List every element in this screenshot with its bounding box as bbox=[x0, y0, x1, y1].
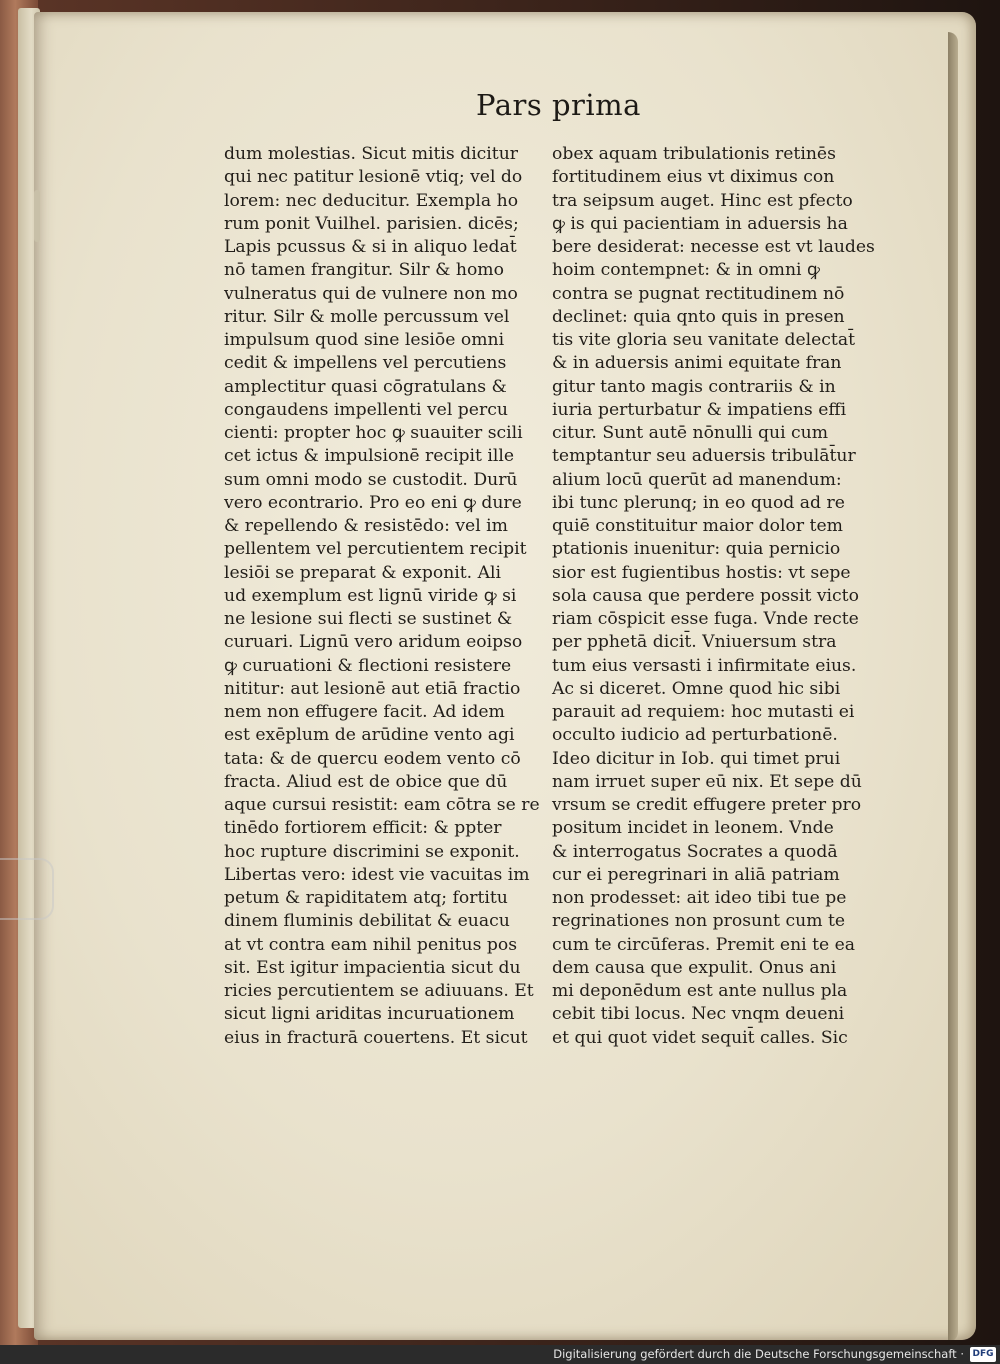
text-line: vrsum se credit effugere preter pro bbox=[552, 795, 862, 815]
text-line: ne lesione sui flecti se sustinet & bbox=[224, 609, 513, 629]
text-line: tra seipsum auget. Hinc est pfecto bbox=[552, 190, 853, 211]
text-line: Lapis pcussus & si in aliquo ledat̄ bbox=[224, 237, 517, 257]
text-line: & in aduersis animi equitate fran bbox=[552, 353, 842, 374]
text-line: & interrogatus Socrates a quodā bbox=[552, 841, 838, 862]
text-line: qui nec patitur lesionē vtiq; vel do bbox=[224, 167, 523, 188]
text-line: Ideo dicitur in Iob. qui timet prui bbox=[552, 748, 841, 769]
text-line: bere desiderat: necesse est vt laudes bbox=[552, 237, 875, 257]
text-line: aque cursui resistit: eam cōtra se re bbox=[224, 795, 540, 815]
text-line: nititur: aut lesionē aut etiā fractio bbox=[224, 678, 521, 699]
text-line: ritur. Silr & molle percussum vel bbox=[224, 306, 510, 327]
text-line: ꝙ curuationi & flectioni resistere bbox=[224, 655, 512, 676]
running-title: Pars prima bbox=[476, 88, 641, 122]
text-line: dem causa que expulit. Onus ani bbox=[552, 957, 837, 978]
text-line: eius in fracturā couertens. Et sicut bbox=[224, 1027, 528, 1048]
text-line: tis vite gloria seu vanitate delectat̄ bbox=[552, 330, 855, 350]
text-line: riam cōspicit esse fuga. Vnde recte bbox=[552, 609, 859, 629]
text-line: vero econtrario. Pro eo eni ꝙ dure bbox=[224, 492, 522, 513]
text-line: regrinationes non prosunt cum te bbox=[552, 911, 846, 932]
text-line: per pphetā dicit̄. Vniuersum stra bbox=[552, 632, 837, 653]
text-line: fortitudinem eius vt diximus con bbox=[552, 167, 835, 188]
text-line: quiē constituitur maior dolor tem bbox=[552, 516, 843, 536]
footer-credit: Digitalisierung gefördert durch die Deutsche Forschungsgemeinschaft · bbox=[553, 1347, 964, 1361]
text-line: sola causa que perdere possit victo bbox=[552, 585, 859, 606]
text-line: ibi tunc plerunq; in eo quod ad re bbox=[552, 492, 845, 513]
text-line: sior est fugientibus hostis: vt sepe bbox=[552, 562, 851, 583]
text-line: curuari. Lignū vero aridum eoipso bbox=[224, 632, 523, 653]
text-line: parauit ad requiem: hoc mutasti ei bbox=[552, 702, 855, 722]
text-line: petum & rapiditatem atq; fortitu bbox=[224, 888, 508, 908]
text-line: tinēdo fortiorem efficit: & ppter bbox=[224, 818, 502, 839]
text-line: tum eius versasti i infirmitate eius. bbox=[552, 655, 857, 676]
text-line: contra se pugnat rectitudinem nō bbox=[552, 283, 845, 304]
text-line: Libertas vero: idest vie vacuitas im bbox=[224, 864, 530, 885]
text-line: nem non effugere facit. Ad idem bbox=[224, 702, 505, 722]
text-line: citur. Sunt autē nōnulli qui cum bbox=[552, 423, 829, 443]
text-line: cur ei peregrinari in aliā patriam bbox=[552, 864, 840, 885]
footer-bar bbox=[0, 1345, 1000, 1364]
text-line: declinet: quia qnto quis in presen bbox=[552, 306, 845, 327]
text-line: cum te circūferas. Premit eni te ea bbox=[552, 934, 856, 955]
text-line: sum omni modo se custodit. Durū bbox=[224, 469, 518, 490]
text-line: positum incidet in leonem. Vnde bbox=[552, 818, 834, 839]
page-fore-edge bbox=[948, 32, 958, 1340]
text-line: lorem: nec deducitur. Exempla ho bbox=[224, 190, 519, 211]
text-line: nō tamen frangitur. Silr & homo bbox=[224, 260, 504, 281]
text-line: fracta. Aliud est de obice que dū bbox=[224, 771, 508, 792]
text-line: hoc rupture discrimini se exponit. bbox=[224, 841, 520, 862]
text-line: nam irruet super eū nix. Et sepe dū bbox=[552, 771, 862, 792]
text-line: cedit & impellens vel percutiens bbox=[224, 353, 507, 374]
text-line: ptationis inuenitur: quia pernicio bbox=[552, 539, 841, 560]
text-line: non prodesset: ait ideo tibi tue pe bbox=[552, 888, 847, 908]
text-line: mi deponēdum est ante nullus pla bbox=[552, 981, 848, 1001]
page-tab-marker bbox=[34, 190, 40, 242]
text-line: temptantur seu aduersis tribulāt̄ur bbox=[552, 446, 856, 467]
text-line: ud exemplum est lignū viride ꝙ si bbox=[224, 585, 517, 606]
text-line: iuria perturbatur & impatiens effi bbox=[552, 399, 847, 420]
text-line: vulneratus qui de vulnere non mo bbox=[224, 283, 518, 304]
text-line: cet ictus & impulsionē recipit ille bbox=[224, 446, 515, 467]
text-column-left bbox=[224, 143, 544, 1050]
text-line: rum ponit Vuilhel. parisien. dicēs; bbox=[224, 213, 519, 234]
text-line: lesiōi se preparat & exponit. Ali bbox=[224, 562, 502, 583]
text-line: hoim contempnet: & in omni ꝙ bbox=[552, 260, 820, 281]
text-line: cienti: propter hoc ꝙ suauiter scili bbox=[224, 423, 523, 443]
text-line: amplectitur quasi cōgratulans & bbox=[224, 376, 507, 397]
scanner-clip bbox=[0, 858, 54, 920]
text-line: at vt contra eam nihil penitus pos bbox=[224, 934, 518, 955]
text-line: cebit tibi locus. Nec vnqm deueni bbox=[552, 1004, 845, 1025]
text-line: obex aquam tribulationis retinēs bbox=[552, 144, 836, 164]
text-line: et qui quot videt sequit̄ calles. Sic bbox=[552, 1027, 848, 1048]
text-line: alium locū querūt ad manendum: bbox=[552, 469, 842, 490]
text-line: dinem fluminis debilitat & euacu bbox=[224, 911, 510, 932]
text-line: occulto iudicio ad perturbationē. bbox=[552, 725, 838, 746]
text-line: pellentem vel percutientem recipit bbox=[224, 539, 527, 560]
text-line: tata: & de quercu eodem vento cō bbox=[224, 748, 521, 769]
text-line: sicut ligni ariditas incuruationem bbox=[224, 1004, 515, 1025]
text-line: est exēplum de arūdine vento agi bbox=[224, 725, 515, 746]
text-line: impulsum quod sine lesiōe omni bbox=[224, 330, 505, 350]
text-line: ꝙ is qui pacientiam in aduersis ha bbox=[552, 213, 848, 234]
text-line: gitur tanto magis contrariis & in bbox=[552, 376, 836, 397]
text-column-right bbox=[552, 143, 892, 1050]
text-line: congaudens impellenti vel percu bbox=[224, 399, 508, 420]
text-line: & repellendo & resistēdo: vel im bbox=[224, 516, 508, 536]
text-line: sit. Est igitur impacientia sicut du bbox=[224, 957, 521, 978]
text-line: ricies percutientem se adiuuans. Et bbox=[224, 981, 534, 1001]
text-line: dum molestias. Sicut mitis dicitur bbox=[224, 144, 519, 164]
text-line: Ac si diceret. Omne quod hic sibi bbox=[552, 678, 841, 699]
dfg-logo-icon: DFG bbox=[970, 1347, 996, 1362]
